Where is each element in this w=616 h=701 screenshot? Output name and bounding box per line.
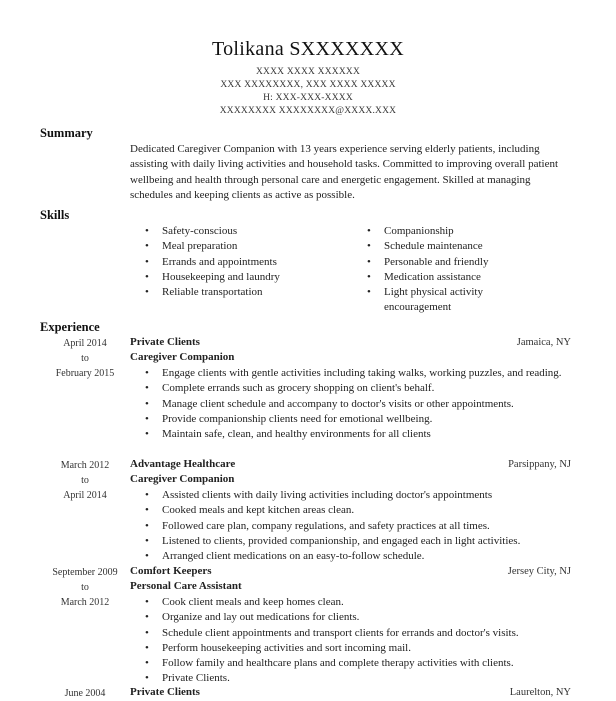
duty-item: • Follow family and healthcare plans and complete therapy activities with clients. <box>145 656 565 671</box>
contact-address: XXXX XXXX XXXXXX <box>256 67 360 77</box>
job-location: Jersey City, NJ <box>507 566 571 577</box>
job-location: Jamaica, NY <box>516 337 571 348</box>
duty-item: • Listened to clients, provided companionship, and engaged each in light activities. <box>145 534 565 549</box>
skill-item: • Light physical activity encouragement <box>367 285 527 316</box>
skill-item: • Errands and appointments <box>145 255 345 270</box>
contact-city: XXX XXXXXXXX, XXX XXXX XXXXX <box>220 80 396 90</box>
job-start-date: June 2004 <box>64 688 106 699</box>
duty-item: • Assisted clients with daily living activities including doctor's appointments <box>145 488 565 503</box>
duty-item: • Followed care plan, company regulations, and safety practices at all times. <box>145 519 565 534</box>
duty-item: • Organize and lay out medications for clients. <box>145 610 565 625</box>
job-date-to: to <box>81 475 89 486</box>
job-start-date: March 2012 <box>60 460 110 471</box>
job-start-date: April 2014 <box>63 338 107 349</box>
job-company: Private Clients <box>130 336 200 348</box>
duty-item: • Complete errands such as grocery shopping on client's behalf. <box>145 381 565 396</box>
duty-item: • Manage client schedule and accompany to doctor's visits or other appointments. <box>145 397 565 412</box>
resume-name: Tolikana SXXXXXXX <box>211 38 404 60</box>
job-company: Advantage Healthcare <box>130 458 236 470</box>
summary-text: Dedicated Caregiver Companion with 13 years experience serving elderly patients, including assisting with daily living activities and household tasks. Committed to improving overall patient wellbeing and health through personal care and energetic engagement. Skilled at managing schedules and keeping clients as active as possible. <box>130 143 559 201</box>
skill-item: • Housekeeping and laundry <box>145 270 345 285</box>
skill-item: • Reliable transportation <box>145 285 345 300</box>
job-duties <box>145 595 565 687</box>
duty-item: • Cooked meals and kept kitchen areas clean. <box>145 503 565 518</box>
skills-list-left <box>145 224 345 300</box>
job-location: Parsippany, NJ <box>508 459 571 470</box>
duty-item: • Schedule client appointments and transport clients for errands and doctor's visits. <box>145 626 565 641</box>
job-end-date: April 2014 <box>63 490 107 501</box>
job-end-date: February 2015 <box>55 368 115 379</box>
duty-item: • Cook client meals and keep homes clean. <box>145 595 565 610</box>
skill-item: • Meal preparation <box>145 239 345 254</box>
job-title: Caregiver Companion <box>130 473 235 485</box>
contact-phone: H: XXX-XXX-XXXX <box>263 93 353 103</box>
duty-item: • Maintain safe, clean, and healthy environments for all clients <box>145 427 565 442</box>
job-start-date: September 2009 <box>52 567 118 578</box>
job-date-to: to <box>81 353 89 364</box>
skill-item: • Safety-conscious <box>145 224 345 239</box>
job-date-to: to <box>81 582 89 593</box>
skill-item: • Schedule maintenance <box>367 239 527 254</box>
job-title: Personal Care Assistant <box>130 580 242 592</box>
job-location: Laurelton, NY <box>509 687 571 698</box>
duty-item: • Perform housekeeping activities and sort incoming mail. <box>145 641 565 656</box>
summary-heading: Summary <box>40 126 93 140</box>
job-company: Private Clients <box>130 686 200 698</box>
duty-item: • Provide companionship clients need for emotional wellbeing. <box>145 412 565 427</box>
job-title: Caregiver Companion <box>130 351 235 363</box>
skill-item: • Companionship <box>367 224 527 239</box>
job-end-date: March 2012 <box>60 597 110 608</box>
job-duties <box>145 366 565 442</box>
skill-item: • Medication assistance <box>367 270 527 285</box>
job-company: Comfort Keepers <box>130 565 212 577</box>
job-duties <box>145 488 565 564</box>
experience-heading: Experience <box>40 320 100 334</box>
contact-email: XXXXXXXX XXXXXXXX@XXXX.XXX <box>219 106 397 116</box>
skills-list-right <box>367 224 527 316</box>
duty-item: • Arranged client medications on an easy-to-follow schedule. <box>145 549 565 564</box>
skills-heading: Skills <box>40 208 70 222</box>
duty-item: • Private Clients. <box>145 671 565 686</box>
skill-item: • Personable and friendly <box>367 255 527 270</box>
duty-item: • Engage clients with gentle activities including taking walks, working puzzles, and reading. <box>145 366 565 381</box>
